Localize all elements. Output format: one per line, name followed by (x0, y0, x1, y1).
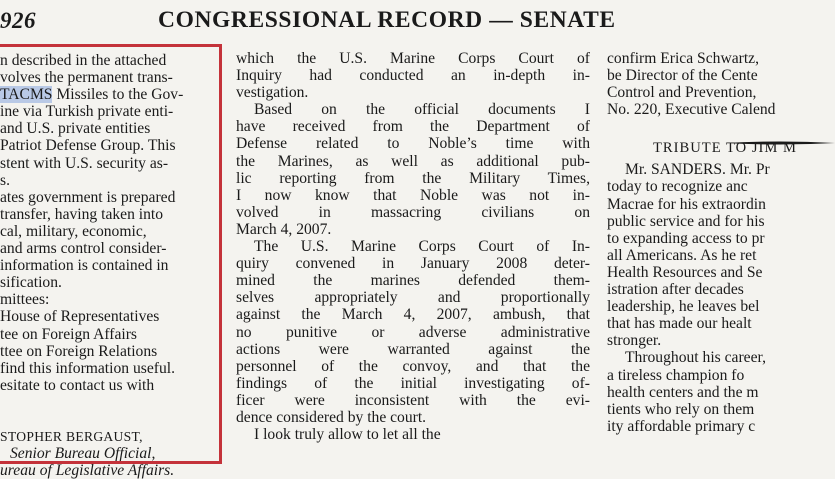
text-line: sification. (0, 274, 62, 292)
text-line: against the March 4, 2007, ambush, that (236, 306, 590, 324)
text-line: No. 220, Executive Calend (607, 101, 776, 119)
text-line: actions were warranted against the (236, 340, 590, 358)
blank-line (607, 118, 830, 140)
text-line: a tireless champion fo (607, 366, 745, 384)
text-line: mittees: (0, 291, 50, 309)
page-number: 926 (0, 8, 36, 33)
section-heading: TRIBUTE TO JIM M (653, 140, 797, 157)
text-line: transfer, having taken into (0, 205, 164, 223)
text-line: mined the marines defended them- (236, 272, 590, 290)
text-line: have received from the Department of (236, 118, 590, 136)
text-line: all Americans. As he ret (607, 246, 757, 264)
text-line: s. (0, 171, 10, 189)
text-line: and arms control consider- (0, 240, 167, 258)
right-column (607, 50, 830, 435)
text-line: dence considered by the court. (236, 408, 427, 426)
text-line: Control and Prevention, (607, 84, 757, 102)
text-line: personnel of the convoy, and that the (236, 357, 590, 375)
highlighted-text: TACMS (0, 86, 53, 104)
text-line: tee on Foreign Affairs (0, 325, 137, 343)
text-line: ficer were inconsistent with the evi- (236, 391, 590, 409)
selection-highlight-box (0, 44, 222, 464)
signature-title: Senior Bureau Official, (10, 445, 156, 463)
text-line: stent with U.S. security as- (0, 154, 169, 172)
text-line: confirm Erica Schwartz, (607, 50, 759, 67)
text-line: be Director of the Cente (607, 67, 758, 85)
text-line: Health Resources and Se (607, 263, 763, 281)
text-line: volves the permanent trans- (0, 69, 173, 87)
paragraph-start: Based on the official documents I (254, 101, 590, 119)
text-line: quiry convened in January 2008 deter- (236, 255, 590, 273)
running-head: CONGRESSIONAL RECORD — SENATE (158, 7, 616, 33)
text-line-cut: I look truly allow to let all the (254, 426, 441, 444)
text-line: leadership, he leaves bel (607, 298, 760, 316)
text-line: istration after decades (607, 281, 744, 299)
text-line: March 4, 2007. (236, 220, 332, 238)
text-line: Patriot Defense Group. This (0, 137, 176, 155)
text-line: volved in massacring civilians on (236, 203, 590, 221)
text-line: and U.S. private entities (0, 120, 151, 138)
text-line: stronger. (607, 332, 662, 350)
text-line: Inquiry had conducted an in-depth in- (236, 67, 590, 85)
signature-bureau: ureau of Legislative Affairs. (0, 462, 175, 479)
text-line: ates government is prepared (0, 188, 176, 206)
text-line: findings of the initial investigating of- (236, 374, 590, 392)
text-line: n described in the attached (0, 52, 167, 69)
signature-name: STOPHER BERGAUST, (0, 429, 143, 445)
text-line: information is contained in (0, 257, 169, 275)
text-line: vestigation. (236, 84, 309, 102)
text-line: Defense related to Noble’s time with (236, 135, 590, 153)
text-line: selves appropriately and proportionally (236, 289, 590, 307)
text-line: find this information useful. (0, 359, 175, 377)
paragraph-start: The U.S. Marine Corps Court of In- (254, 238, 590, 256)
text-line: health centers and the m (607, 383, 759, 401)
text-line-cut: ity affordable primary c (607, 417, 756, 435)
text-line: House of Representatives (0, 308, 160, 326)
text-fragment: Missiles to the Gov- (52, 86, 184, 104)
text-line: which the U.S. Marine Corps Court of (236, 50, 590, 67)
paragraph-start: Throughout his career, (625, 349, 766, 367)
text-line: ine via Turkish private enti- (0, 103, 174, 121)
text-line: tients who rely on them (607, 400, 755, 418)
text-line: no punitive or adverse administrative (236, 323, 590, 341)
text-line: Macrae for his extraordin (607, 195, 766, 213)
text-line: to expanding access to pr (607, 229, 765, 247)
text-line: today to recognize anc (607, 178, 748, 196)
text-line: the Marines, as well as additional pub- (236, 152, 590, 170)
page-header (0, 0, 830, 40)
text-line: ttee on Foreign Relations (0, 342, 158, 360)
text-line: public service and for his (607, 212, 765, 230)
text-line: esitate to contact us with (0, 376, 155, 394)
middle-column (236, 50, 590, 444)
text-line: lic reporting from the Military Times, (236, 169, 590, 187)
text-line: I now know that Noble was not in- (236, 186, 590, 204)
text-line: that has made our healt (607, 315, 752, 333)
paragraph-start: Mr. SANDERS. Mr. Pr (625, 161, 770, 179)
text-line: cal, military, economic, (0, 222, 147, 240)
